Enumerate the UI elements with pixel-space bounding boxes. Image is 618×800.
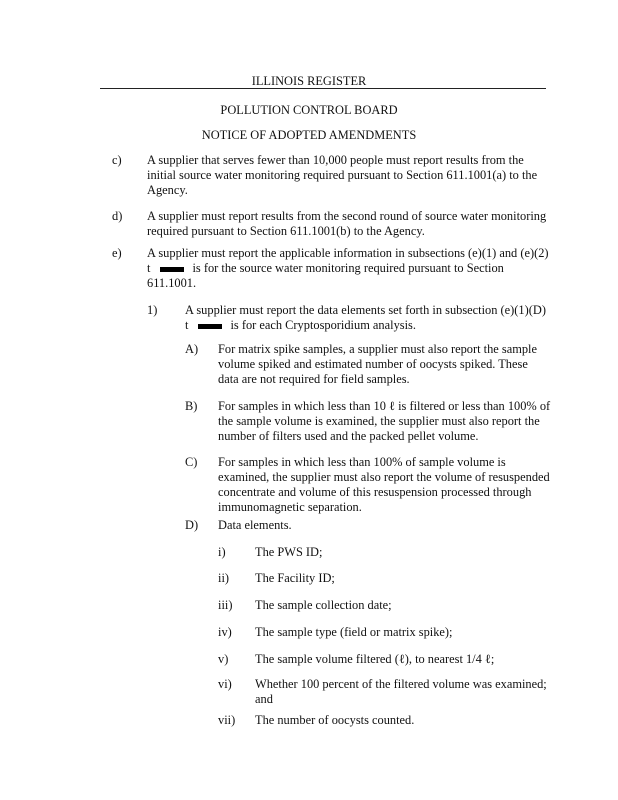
text-line (185, 318, 546, 333)
item-d-label: d) (112, 209, 123, 223)
item-B-text (218, 399, 550, 444)
redacted-fragment: is (192, 261, 201, 275)
item-1-label: 1) (147, 303, 158, 317)
sub-i-label: i) (218, 545, 226, 559)
header-rule (100, 88, 546, 89)
sub-iii-text: The sample collection date; (255, 598, 392, 612)
text-line: the sample volume is examined, the supplier must also report the (218, 414, 540, 428)
sub-v-text: The sample volume filtered (ℓ), to nearest 1/4 ℓ; (255, 652, 495, 666)
text-line (147, 261, 549, 276)
board-title: POLLUTION CONTROL BOARD (220, 103, 398, 117)
text-span: for the source water monitoring required pursuant to Section (203, 261, 504, 275)
item-D-label: D) (185, 518, 199, 532)
item-C-text (218, 455, 550, 515)
sub-iv-text: The sample type (field or matrix spike); (255, 625, 453, 639)
text-line: 611.1001. (147, 276, 197, 290)
text-line: For samples in which less than 100% of sample volume is (218, 455, 506, 469)
redaction-mark (198, 324, 222, 329)
sub-iii-label: iii) (218, 598, 233, 612)
redacted-fragment: is (230, 318, 239, 332)
item-c-text (147, 153, 537, 198)
text-line: For matrix spike samples, a supplier must also report the sample (218, 342, 537, 356)
text-line: examined, the supplier must also report the volume of resuspended (218, 470, 550, 484)
text-line: volume spiked and estimated number of oocysts spiked. These (218, 357, 528, 371)
text-line: Agency. (147, 183, 188, 197)
text-line: A supplier must report results from the second round of source water monitoring (147, 209, 547, 223)
item-d-text (147, 209, 546, 239)
text-line: initial source water monitoring required pursuant to Section 611.1001(a) to the (147, 168, 538, 182)
item-D-text: Data elements. (218, 518, 292, 532)
text-span: for each Cryptosporidium analysis. (241, 318, 416, 332)
redacted-fragment: t (147, 261, 151, 275)
text-line: and (255, 692, 273, 706)
text-line: Whether 100 percent of the filtered volume was examined; (255, 677, 547, 691)
sub-vi-text (255, 677, 547, 707)
redacted-fragment: t (185, 318, 189, 332)
text-line: A supplier that serves fewer than 10,000 people must report results from the (147, 153, 524, 167)
register-title: ILLINOIS REGISTER (251, 74, 367, 88)
item-A-label: A) (185, 342, 199, 356)
text-line: A supplier must report the applicable information in subsections (e)(1) and (e)(2) (147, 246, 549, 260)
sub-vi-label: vi) (218, 677, 232, 691)
text-line: immunomagnetic separation. (218, 500, 362, 514)
sub-vii-label: vii) (218, 713, 236, 727)
item-C-label: C) (185, 455, 198, 469)
item-e-text (147, 246, 549, 291)
notice-title: NOTICE OF ADOPTED AMENDMENTS (201, 128, 417, 142)
item-e-label: e) (112, 246, 122, 260)
text-line: required pursuant to Section 611.1001(b) to the Agency. (147, 224, 425, 238)
text-line: For samples in which less than 10 ℓ is filtered or less than 100% of (218, 399, 551, 413)
text-line: data are not required for field samples. (218, 372, 410, 386)
item-A-text (218, 342, 537, 387)
sub-vii-text: The number of oocysts counted. (255, 713, 415, 727)
item-1-text (185, 303, 546, 333)
text-line: A supplier must report the data elements set forth in subsection (e)(1)(D) (185, 303, 546, 317)
sub-v-label: v) (218, 652, 229, 666)
item-c-label: c) (112, 153, 122, 167)
sub-ii-text: The Facility ID; (255, 571, 335, 585)
sub-i-text: The PWS ID; (255, 545, 323, 559)
redaction-mark (160, 267, 184, 272)
item-B-label: B) (185, 399, 198, 413)
text-line: concentrate and volume of this resuspension processed through (218, 485, 532, 499)
text-line: number of filters used and the packed pellet volume. (218, 429, 479, 443)
sub-ii-label: ii) (218, 571, 230, 585)
sub-iv-label: iv) (218, 625, 232, 639)
